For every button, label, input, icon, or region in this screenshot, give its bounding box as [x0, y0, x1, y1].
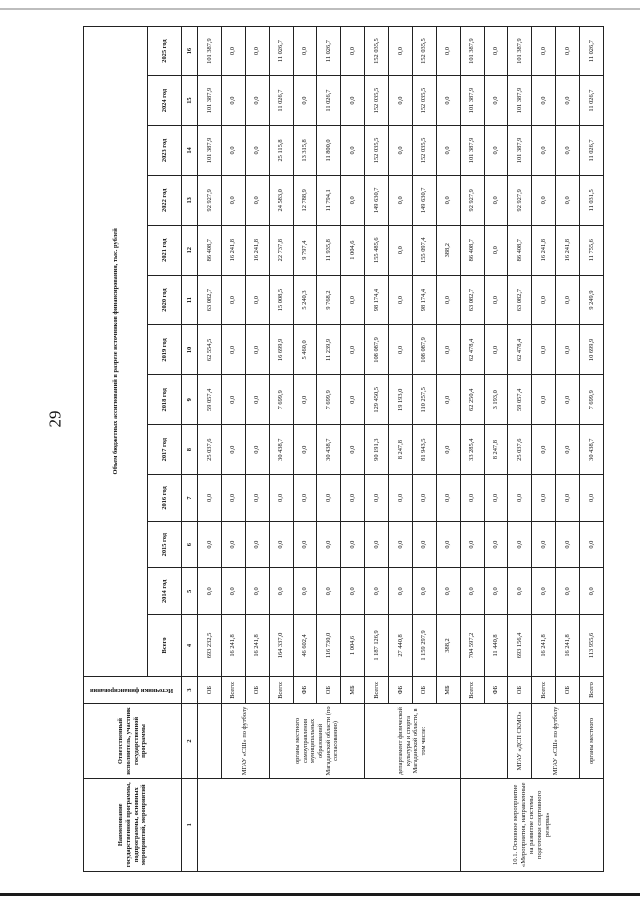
year-value-cell: 0,0 [532, 375, 556, 425]
program-cell [198, 778, 461, 871]
year-value-cell: 0,0 [221, 76, 245, 126]
year-value-cell: 0,0 [389, 521, 413, 568]
year-value-cell: 25 037,6 [508, 425, 532, 475]
table-row [365, 27, 389, 872]
column-number: 14 [182, 126, 198, 176]
year-value-cell: 0,0 [317, 521, 341, 568]
header-year: 2022 год [148, 175, 182, 225]
year-value-cell: 0,0 [556, 325, 580, 375]
year-value-cell: 0,0 [508, 568, 532, 615]
year-value-cell: 149 630,7 [412, 175, 436, 225]
year-value-cell: 0,0 [436, 275, 460, 325]
column-number: 1 [182, 778, 198, 871]
executor-cell: органы местного самоуправления муниципальных образований Магаданской области (по согласованию) [269, 704, 365, 778]
total-value-cell: 388,2 [436, 615, 460, 677]
header-row-top [84, 27, 148, 872]
year-value-cell: 152 035,5 [365, 126, 389, 176]
source-cell: Всего [580, 676, 604, 704]
year-value-cell: 86 408,7 [460, 225, 484, 275]
year-value-cell: 11 026,7 [317, 76, 341, 126]
year-value-cell: 0,0 [580, 521, 604, 568]
year-value-cell: 0,0 [436, 175, 460, 225]
executor-cell [460, 704, 508, 778]
column-number: 10 [182, 325, 198, 375]
year-value-cell: 16 241,8 [245, 225, 269, 275]
source-cell: МБ [436, 676, 460, 704]
year-value-cell: 101 387,9 [198, 27, 222, 76]
scan-edge-top [0, 8, 640, 10]
year-value-cell: 0,0 [532, 521, 556, 568]
column-number: 7 [182, 475, 198, 522]
year-value-cell: 0,0 [245, 325, 269, 375]
source-cell: Всего: [460, 676, 484, 704]
year-value-cell: 5 240,3 [293, 275, 317, 325]
total-value-cell: 16 241,8 [221, 615, 245, 677]
year-value-cell: 149 630,7 [365, 175, 389, 225]
year-value-cell: 129 450,5 [365, 375, 389, 425]
source-cell: МБ [341, 676, 365, 704]
year-value-cell: 9 768,2 [317, 275, 341, 325]
year-value-cell: 0,0 [532, 425, 556, 475]
year-value-cell: 1 004,6 [341, 225, 365, 275]
year-value-cell: 0,0 [556, 521, 580, 568]
header-year: 2016 год [148, 475, 182, 522]
table-row [269, 27, 293, 872]
header-year: 2024 год [148, 76, 182, 126]
year-value-cell: 0,0 [412, 568, 436, 615]
year-value-cell: 155 485,6 [365, 225, 389, 275]
year-value-cell: 0,0 [221, 521, 245, 568]
source-cell: ОБ [245, 676, 269, 704]
total-value-cell: 113 955,6 [580, 615, 604, 677]
year-value-cell: 11 026,7 [269, 27, 293, 76]
year-value-cell: 0,0 [484, 275, 508, 325]
year-value-cell: 0,0 [436, 425, 460, 475]
year-value-cell: 15 008,5 [269, 275, 293, 325]
year-value-cell: 0,0 [412, 521, 436, 568]
year-value-cell: 62 554,5 [198, 325, 222, 375]
year-value-cell: 0,0 [221, 325, 245, 375]
header-year: 2015 год [148, 521, 182, 568]
year-value-cell: 11 026,7 [317, 27, 341, 76]
year-value-cell: 7 699,9 [580, 375, 604, 425]
table-row [580, 27, 604, 872]
header-executor: Ответственный исполнитель, участник государственной программы [84, 704, 182, 778]
year-value-cell: 11 755,6 [580, 225, 604, 275]
year-value-cell: 30 438,7 [317, 425, 341, 475]
header-source-label: Источники финансирования [89, 686, 173, 694]
year-value-cell: 25 115,8 [269, 126, 293, 176]
year-value-cell: 108 087,9 [365, 325, 389, 375]
year-value-cell: 101 387,9 [508, 126, 532, 176]
year-value-cell: 0,0 [436, 375, 460, 425]
year-value-cell: 16 699,9 [269, 325, 293, 375]
year-value-cell: 98 174,4 [412, 275, 436, 325]
year-value-cell: 9 249,9 [580, 275, 604, 325]
year-value-cell: 24 583,0 [269, 175, 293, 225]
year-value-cell: 8 247,8 [484, 425, 508, 475]
year-value-cell: 0,0 [293, 425, 317, 475]
total-value-cell: 16 241,8 [556, 615, 580, 677]
column-number: 16 [182, 27, 198, 76]
year-value-cell: 0,0 [436, 325, 460, 375]
year-value-cell: 0,0 [365, 521, 389, 568]
year-value-cell: 8 247,8 [389, 425, 413, 475]
header-year: 2014 год [148, 568, 182, 615]
source-cell: Всего: [365, 676, 389, 704]
year-value-cell: 30 438,7 [269, 425, 293, 475]
year-value-cell: 62 250,4 [460, 375, 484, 425]
year-value-cell: 0,0 [293, 521, 317, 568]
year-value-cell: 7 699,9 [317, 375, 341, 425]
year-value-cell: 0,0 [436, 521, 460, 568]
header-funding-group: Объем бюджетных ассигнований в разрезе источников финансирования, тыс. рублей [84, 27, 148, 677]
source-cell: Всего: [221, 676, 245, 704]
year-value-cell: 101 387,9 [508, 27, 532, 76]
year-value-cell: 86 408,7 [198, 225, 222, 275]
year-value-cell: 0,0 [389, 76, 413, 126]
scan-edge-bottom [0, 893, 640, 896]
total-value-cell: 1 004,6 [341, 615, 365, 677]
year-value-cell: 86 408,7 [508, 225, 532, 275]
year-value-cell: 0,0 [341, 175, 365, 225]
year-value-cell: 0,0 [245, 275, 269, 325]
year-value-cell: 0,0 [484, 475, 508, 522]
year-value-cell: 0,0 [484, 27, 508, 76]
column-number: 2 [182, 704, 198, 778]
year-value-cell: 0,0 [484, 126, 508, 176]
year-value-cell: 0,0 [221, 425, 245, 475]
year-value-cell: 0,0 [532, 475, 556, 522]
source-cell: ОБ [317, 676, 341, 704]
year-value-cell: 0,0 [556, 425, 580, 475]
year-value-cell: 0,0 [293, 568, 317, 615]
year-value-cell: 0,0 [221, 475, 245, 522]
year-value-cell: 0,0 [245, 521, 269, 568]
year-value-cell: 16 241,8 [532, 225, 556, 275]
header-year: 2017 год [148, 425, 182, 475]
year-value-cell: 16 241,8 [556, 225, 580, 275]
year-value-cell: 0,0 [341, 275, 365, 325]
source-cell: ОБ [412, 676, 436, 704]
year-value-cell: 0,0 [341, 568, 365, 615]
source-cell: ОБ [556, 676, 580, 704]
year-value-cell: 0,0 [508, 475, 532, 522]
year-value-cell: 0,0 [341, 375, 365, 425]
year-value-cell: 0,0 [317, 568, 341, 615]
year-value-cell: 0,0 [484, 225, 508, 275]
header-year: 2019 год [148, 325, 182, 375]
source-cell: ОБ [198, 676, 222, 704]
year-value-cell: 0,0 [198, 568, 222, 615]
year-value-cell: 0,0 [460, 475, 484, 522]
executor-cell: органы местного [580, 704, 604, 778]
year-value-cell: 0,0 [556, 175, 580, 225]
year-value-cell: 152 035,5 [412, 126, 436, 176]
total-value-cell: 27 440,8 [389, 615, 413, 677]
year-value-cell: 11 026,7 [269, 76, 293, 126]
year-value-cell: 0,0 [245, 27, 269, 76]
year-value-cell: 0,0 [436, 475, 460, 522]
year-value-cell: 25 037,6 [198, 425, 222, 475]
header-program: Наименование государственной программы, подпрограммы, основных мероприятий, мероприятий [84, 778, 182, 871]
total-value-cell: 704 597,2 [460, 615, 484, 677]
total-value-cell: 16 241,8 [245, 615, 269, 677]
year-value-cell: 0,0 [556, 76, 580, 126]
year-value-cell: 0,0 [269, 475, 293, 522]
year-value-cell: 0,0 [245, 475, 269, 522]
year-value-cell: 0,0 [389, 175, 413, 225]
total-value-cell: 11 440,8 [484, 615, 508, 677]
year-value-cell: 0,0 [317, 475, 341, 522]
header-total: Всего [148, 615, 182, 677]
total-value-cell: 693 232,5 [198, 615, 222, 677]
executor-cell [198, 704, 222, 778]
year-value-cell: 0,0 [532, 275, 556, 325]
table-row [460, 27, 484, 872]
year-value-cell: 92 927,9 [508, 175, 532, 225]
total-value-cell: 164 337,0 [269, 615, 293, 677]
year-value-cell: 0,0 [484, 325, 508, 375]
source-cell: ФБ [389, 676, 413, 704]
year-value-cell: 0,0 [556, 27, 580, 76]
year-value-cell: 0,0 [460, 568, 484, 615]
year-value-cell: 0,0 [341, 126, 365, 176]
year-value-cell: 0,0 [245, 175, 269, 225]
year-value-cell: 0,0 [341, 425, 365, 475]
year-value-cell: 13 315,8 [293, 126, 317, 176]
total-value-cell: 116 730,0 [317, 615, 341, 677]
year-value-cell: 0,0 [412, 475, 436, 522]
year-value-cell: 0,0 [221, 27, 245, 76]
year-value-cell: 101 387,9 [198, 76, 222, 126]
year-value-cell: 3 193,0 [484, 375, 508, 425]
table-row [198, 27, 222, 872]
year-value-cell: 0,0 [532, 27, 556, 76]
year-value-cell: 0,0 [556, 475, 580, 522]
total-value-cell: 16 241,8 [532, 615, 556, 677]
year-value-cell: 0,0 [245, 425, 269, 475]
program-cell: 10.1. Основное мероприятие «Мероприятия, направленные на развитие системы подготовки спортивного резерва» [460, 778, 603, 871]
column-number: 4 [182, 615, 198, 677]
year-value-cell: 0,0 [436, 568, 460, 615]
year-value-cell: 62 478,4 [508, 325, 532, 375]
year-value-cell: 0,0 [341, 27, 365, 76]
year-value-cell: 0,0 [293, 375, 317, 425]
source-cell: ФБ [484, 676, 508, 704]
year-value-cell: 11 026,7 [580, 27, 604, 76]
year-value-cell: 152 035,5 [365, 27, 389, 76]
rotated-table-area [83, 26, 604, 872]
year-value-cell: 0,0 [436, 27, 460, 76]
year-value-cell: 155 097,4 [412, 225, 436, 275]
year-value-cell: 0,0 [484, 568, 508, 615]
column-number: 6 [182, 521, 198, 568]
executor-cell: МГАУ «ДСП СКМО» [508, 704, 532, 778]
year-value-cell: 11 031,5 [580, 175, 604, 225]
year-value-cell: 0,0 [221, 375, 245, 425]
year-value-cell: 101 387,9 [460, 76, 484, 126]
year-value-cell: 0,0 [580, 475, 604, 522]
header-year: 2023 год [148, 126, 182, 176]
year-value-cell: 0,0 [293, 475, 317, 522]
year-value-cell: 0,0 [460, 521, 484, 568]
year-value-cell: 0,0 [532, 126, 556, 176]
column-number: 8 [182, 425, 198, 475]
header-year: 2020 год [148, 275, 182, 325]
year-value-cell: 81 943,5 [412, 425, 436, 475]
year-value-cell: 101 387,9 [460, 27, 484, 76]
year-value-cell: 0,0 [269, 568, 293, 615]
total-value-cell: 1 187 126,9 [365, 615, 389, 677]
table-row [508, 27, 532, 872]
column-number: 9 [182, 375, 198, 425]
year-value-cell: 11 794,1 [317, 175, 341, 225]
column-number: 13 [182, 175, 198, 225]
year-value-cell: 9 797,4 [293, 225, 317, 275]
source-cell: ФБ [293, 676, 317, 704]
year-value-cell: 59 057,4 [508, 375, 532, 425]
year-value-cell: 10 699,9 [580, 325, 604, 375]
year-value-cell: 0,0 [580, 568, 604, 615]
column-number: 3 [182, 676, 198, 704]
year-value-cell: 0,0 [556, 375, 580, 425]
year-value-cell: 7 699,9 [269, 375, 293, 425]
year-value-cell: 0,0 [269, 521, 293, 568]
year-value-cell: 108 087,9 [412, 325, 436, 375]
year-value-cell: 0,0 [532, 325, 556, 375]
total-value-cell: 1 159 297,9 [412, 615, 436, 677]
year-value-cell: 0,0 [556, 568, 580, 615]
year-value-cell: 16 241,8 [221, 225, 245, 275]
year-value-cell: 11 026,7 [580, 76, 604, 126]
year-value-cell: 0,0 [436, 126, 460, 176]
year-value-cell: 0,0 [389, 27, 413, 76]
year-value-cell: 11 800,0 [317, 126, 341, 176]
year-value-cell: 62 478,4 [460, 325, 484, 375]
year-value-cell: 0,0 [341, 325, 365, 375]
year-value-cell: 63 082,7 [508, 275, 532, 325]
year-value-cell: 11 026,7 [580, 126, 604, 176]
year-value-cell: 101 387,9 [460, 126, 484, 176]
year-value-cell: 0,0 [198, 475, 222, 522]
year-value-cell: 63 082,7 [460, 275, 484, 325]
year-value-cell: 63 082,7 [198, 275, 222, 325]
year-value-cell: 11 239,9 [317, 325, 341, 375]
year-value-cell: 0,0 [508, 521, 532, 568]
year-value-cell: 0,0 [245, 375, 269, 425]
year-value-cell: 0,0 [556, 126, 580, 176]
year-value-cell: 0,0 [484, 175, 508, 225]
year-value-cell: 0,0 [389, 126, 413, 176]
year-value-cell: 0,0 [436, 76, 460, 126]
source-cell: ОБ [508, 676, 532, 704]
year-value-cell: 0,0 [245, 568, 269, 615]
source-cell: Всего: [269, 676, 293, 704]
year-value-cell: 0,0 [293, 76, 317, 126]
table-row [221, 27, 245, 872]
total-value-cell: 46 602,4 [293, 615, 317, 677]
year-value-cell: 22 737,8 [269, 225, 293, 275]
year-value-cell: 0,0 [341, 521, 365, 568]
total-value-cell: 693 156,4 [508, 615, 532, 677]
year-value-cell: 33 285,4 [460, 425, 484, 475]
year-value-cell: 0,0 [389, 225, 413, 275]
year-value-cell: 0,0 [532, 76, 556, 126]
year-value-cell: 0,0 [389, 568, 413, 615]
year-value-cell: 92 927,9 [460, 175, 484, 225]
year-value-cell: 5 460,0 [293, 325, 317, 375]
year-value-cell: 30 438,7 [580, 425, 604, 475]
year-value-cell: 388,2 [436, 225, 460, 275]
header-year: 2021 год [148, 225, 182, 275]
year-value-cell: 0,0 [532, 568, 556, 615]
executor-cell: МГАУ «СШ» по футболу [532, 704, 580, 778]
executor-cell: МГАУ «СШ» по футболу [221, 704, 269, 778]
year-value-cell: 0,0 [221, 568, 245, 615]
source-cell: Всего: [532, 676, 556, 704]
year-value-cell: 0,0 [198, 521, 222, 568]
executor-cell: департамент физической культуры и спорта Магаданской области, в том числе: [365, 704, 461, 778]
year-value-cell: 90 191,3 [365, 425, 389, 475]
year-value-cell: 0,0 [341, 76, 365, 126]
year-value-cell: 59 057,4 [198, 375, 222, 425]
year-value-cell: 0,0 [365, 475, 389, 522]
year-value-cell: 0,0 [221, 175, 245, 225]
year-value-cell: 101 387,9 [508, 76, 532, 126]
table-rotation [83, 26, 604, 872]
year-value-cell: 92 927,9 [198, 175, 222, 225]
year-value-cell: 0,0 [293, 27, 317, 76]
year-value-cell: 0,0 [389, 475, 413, 522]
header-source [84, 676, 182, 704]
year-value-cell: 98 174,4 [365, 275, 389, 325]
year-value-cell: 0,0 [389, 275, 413, 325]
column-number: 12 [182, 225, 198, 275]
page-number: 29 [45, 410, 65, 428]
year-value-cell: 101 387,9 [198, 126, 222, 176]
year-value-cell: 0,0 [389, 325, 413, 375]
header-year: 2018 год [148, 375, 182, 425]
year-value-cell: 0,0 [365, 568, 389, 615]
year-value-cell: 19 193,0 [389, 375, 413, 425]
year-value-cell: 12 788,9 [293, 175, 317, 225]
year-value-cell: 152 035,5 [365, 76, 389, 126]
year-value-cell: 0,0 [532, 175, 556, 225]
header-year: 2025 год [148, 27, 182, 76]
table-body [198, 27, 604, 872]
year-value-cell: 152 035,5 [412, 76, 436, 126]
year-value-cell: 110 257,5 [412, 375, 436, 425]
year-value-cell: 0,0 [245, 76, 269, 126]
year-value-cell: 0,0 [484, 76, 508, 126]
year-value-cell: 11 935,8 [317, 225, 341, 275]
year-value-cell: 0,0 [341, 475, 365, 522]
year-value-cell: 0,0 [556, 275, 580, 325]
year-value-cell: 152 035,5 [412, 27, 436, 76]
column-number: 15 [182, 76, 198, 126]
year-value-cell: 0,0 [221, 275, 245, 325]
column-numbers-row [182, 27, 198, 872]
table-row [532, 27, 556, 872]
funding-table [83, 26, 604, 872]
column-number: 11 [182, 275, 198, 325]
year-value-cell: 0,0 [245, 126, 269, 176]
column-number: 5 [182, 568, 198, 615]
year-value-cell: 0,0 [484, 521, 508, 568]
year-value-cell: 0,0 [221, 126, 245, 176]
